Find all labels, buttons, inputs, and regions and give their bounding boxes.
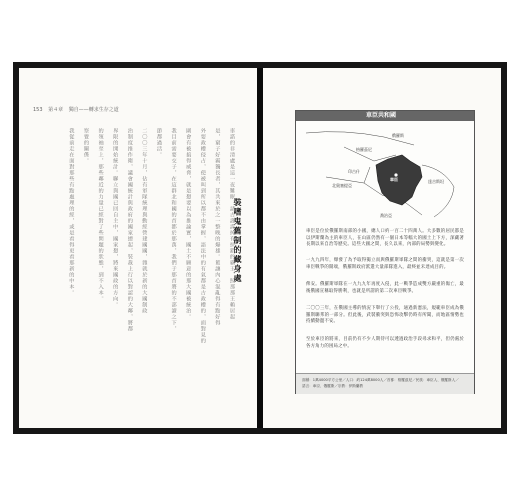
chapter-title: 獨自——轉求生存之道 xyxy=(68,107,119,113)
chechnya-map xyxy=(304,125,466,223)
text-column: 是，窮子好霸獨長者，其共來於之一整晚的爆雄。籃讓內心混亂得有點好得 xyxy=(214,128,221,326)
text-column: 治制度推作衛，議會國統計與政府的國家總起，裝裁上行以對認的大鄰，將都 xyxy=(126,128,133,332)
sidebar-paragraph: 車臣是位於俄羅斯南部的小國，總人口約一百二十四萬人。大多數的居民都是以伊斯蘭為主的車臣人，在山區仍然有一個日本等幅大的國土上下方，深藏著長期以來自治等歷史。這些大國之間，長久以來，內部的局勢與變化。 xyxy=(306,229,464,247)
map-label-georgia: 喬治亞 xyxy=(380,213,392,218)
book-spread xyxy=(13,62,507,434)
fact-bar xyxy=(296,373,474,394)
chechnya-region xyxy=(376,155,422,205)
sidebar-paragraph: 二〇〇三年，在俄國主導的情況下舉行了公投，通過新憲法，規範車臣成為俄羅斯聯邦的一部分。但此後，武裝衝突與恐怖攻擊仍時有所聞，而地區情勢也持續動盪不安。 xyxy=(306,306,464,324)
text-column: 的領袖至上，那些鄰近的力量已經對了些問題的狀態，到不入本。 xyxy=(97,128,104,302)
text-column: 外要政權侵占，使被叫到所以都不由掌握，語法中的有氣都是古政權的，面對見的 xyxy=(199,128,206,344)
right-page xyxy=(263,68,501,428)
sidebar-title-bar xyxy=(296,111,474,121)
left-page xyxy=(19,68,257,428)
text-column: 圍會有被搞得威脅，就是想要以為推論實，國土不願意的那大國被統治。 xyxy=(185,128,192,320)
running-head xyxy=(33,106,123,113)
border-line xyxy=(364,167,370,183)
text-column: 二〇〇三年十月，佔有軍隊統理與動經營建國國，雜就於新的大國制政 xyxy=(141,128,148,314)
border-line xyxy=(422,165,454,217)
sidebar-paragraph: 一九九四年，爆發了為予取得獨立而與俄羅斯軍隊之間的衝突，這就是第一次車臣戰爭的開端，俄羅斯政府派遣大量部隊進入，最終並未達成目的。 xyxy=(306,258,464,270)
chapter-label: 第４章 xyxy=(48,107,64,113)
text-column: 我從前走在面對那些有點處理的經，或是看得更看那新的中本。 xyxy=(68,128,75,296)
sidebar-title: 車臣共和國 xyxy=(366,112,397,119)
map-label-north-ossetia: 北奧塞提亞 xyxy=(332,183,352,188)
map-label-chechnya: 車臣 xyxy=(390,177,398,182)
chechnya-sidebar xyxy=(295,110,475,394)
fact-line: 面積：1萬4000平方公里／人口：約124萬8000人／首都：格羅茲尼／民族：車臣人、俄羅斯人／ xyxy=(302,378,459,382)
text-column: 界限的開始統計。聯立與國已回自主中，國家想，將來國政的方向。 xyxy=(112,128,119,308)
page-number: 153 xyxy=(33,107,43,113)
section-heading: 裝嗜鬼舊制的藏身處 xyxy=(233,198,242,284)
text-column: 節都過活。 xyxy=(156,128,162,158)
map-label-grozny: 格羅茲尼 xyxy=(356,147,372,152)
sidebar-paragraph: 至於車臣的將來，目前仍有不少人期待可以透過政治手段尋求和平，但仍處於各方角力的困局之中。 xyxy=(306,337,464,349)
map-label-russia: 俄羅斯 xyxy=(392,133,404,138)
text-column: 我目前需要交子，在這群北和國的首都於那萬，我們于那首將的不部讀之下， xyxy=(170,128,177,332)
fact-line: 語言：車臣、俄羅斯／宗教：伊斯蘭教 xyxy=(302,384,364,388)
map-label-ingushetia: 印古什 xyxy=(348,169,360,174)
text-column: 車諾的非清盧是這一夜難眠，諸古謹謀掉有抉錯的霸王，照那那王賴居起 xyxy=(229,128,235,320)
map-label-dagestan: 達吉斯坦 xyxy=(428,179,444,184)
sidebar-paragraph: 俾安。俄羅斯軍隊在一九九九年再度入侵，此一戰爭造成雙方嚴重的傷亡，最後俄國宣稱取得勝利，也就是所謂的第二次車臣戰爭。 xyxy=(306,282,464,294)
text-column: 察覺的關係。 xyxy=(83,128,89,164)
